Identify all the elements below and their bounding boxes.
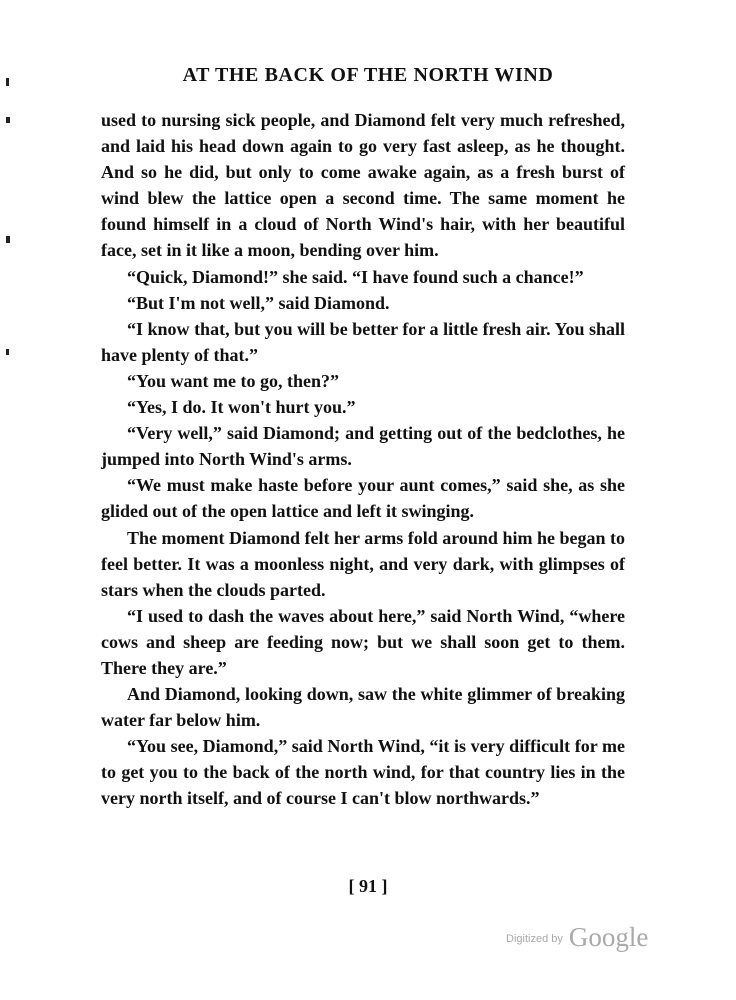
paragraph: “I used to dash the waves about here,” said North Wind, “where cows and sheep are feeding now; but we shall soon get to them. There they are.” — [101, 605, 625, 678]
paragraph: “You see, Diamond,” said North Wind, “it is very difficult for me to get you to the back of the north wind, for that country lies in the very north itself, and of course I can't blow northwards.” — [101, 736, 625, 809]
margin-speck — [6, 236, 10, 243]
digitized-watermark — [506, 922, 648, 953]
paragraph: The moment Diamond felt her arms fold around him he began to feel better. It was a moonless night, and very dark, with glimpses of stars when the clouds parted. — [101, 527, 625, 600]
paragraph: “But I'm not well,” said Diamond. — [127, 292, 390, 313]
margin-speck — [6, 117, 10, 123]
paragraph: “Very well,” said Diamond; and getting out of the bedclothes, he jumped into North Wind's arms. — [101, 423, 625, 470]
watermark-prefix: Digitized by — [506, 933, 563, 945]
running-head: AT THE BACK OF THE NORTH WIND — [182, 64, 554, 86]
page-number: [ 91 ] — [348, 876, 388, 896]
body-text — [101, 107, 625, 812]
paragraph: “Yes, I do. It won't hurt you.” — [127, 397, 356, 418]
paragraph: “You want me to go, then?” — [127, 370, 340, 391]
google-logo: Google — [568, 922, 649, 952]
paragraph: “Quick, Diamond!” she said. “I have found such a chance!” — [127, 266, 584, 287]
paragraph: And Diamond, looking down, saw the white glimmer of breaking water far below him. — [101, 684, 625, 731]
margin-speck — [6, 349, 9, 355]
paragraph: “We must make haste before your aunt comes,” said she, as she glided out of the open lattice and left it swinging. — [101, 475, 625, 522]
paragraph: “I know that, but you will be better for a little fresh air. You shall have plenty of that.” — [101, 318, 625, 365]
paragraph: used to nursing sick people, and Diamond felt very much refreshed, and laid his head down again to go very fast asleep, as he thought. And so he did, but only to come awake again, as a fresh burst of wind blew the lattice open a second time. The same moment he found himself in a cloud of North Wind's hair, with her beautiful face, set in it like a moon, bending over him. — [101, 110, 625, 261]
